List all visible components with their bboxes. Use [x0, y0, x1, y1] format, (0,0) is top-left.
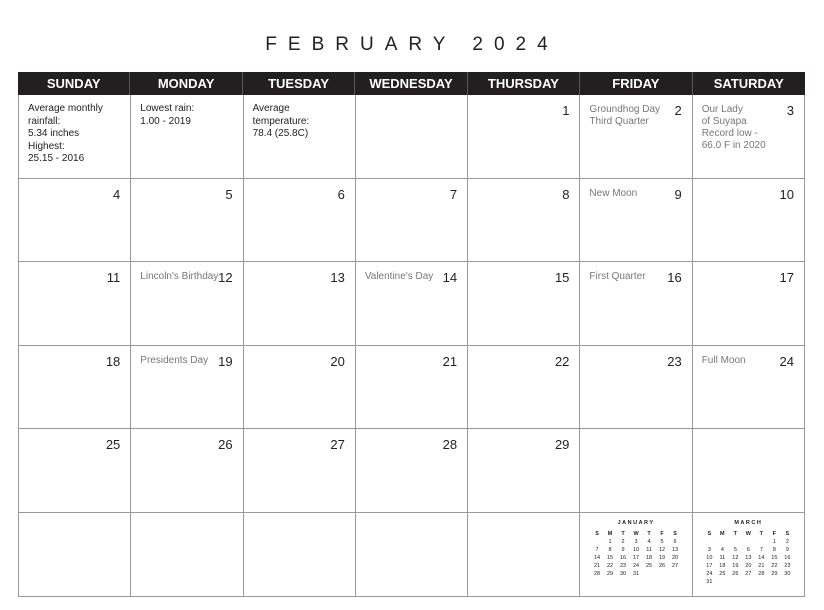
- day-cell-24: [693, 346, 805, 430]
- day-cell-29: [468, 429, 580, 513]
- info-line: 5.34 inches: [28, 128, 80, 139]
- day-event: [140, 271, 218, 283]
- day-cell-14: [356, 262, 468, 346]
- calendar-grid: [18, 95, 805, 597]
- mini-day: [716, 578, 729, 586]
- info-line: Average: [252, 103, 290, 114]
- day-number: 6: [337, 186, 345, 202]
- mini-day: 28: [758, 570, 765, 577]
- day-cell-26: [131, 429, 243, 513]
- event-line: Our Lady: [701, 104, 743, 115]
- day-cell-1: [468, 95, 580, 179]
- day-number: 29: [554, 437, 570, 452]
- mini-day: 8: [608, 546, 612, 553]
- day-number: 18: [105, 353, 121, 369]
- mini-day: 16: [620, 554, 627, 561]
- info-cell: [131, 95, 243, 179]
- info-line: rainfall:: [28, 115, 61, 127]
- mini-calendar-table: [703, 530, 794, 586]
- day-number: 27: [330, 437, 345, 452]
- event-line: Valentine's Day: [364, 271, 434, 282]
- mini-day: 19: [659, 554, 666, 561]
- day-cell-7: [356, 179, 468, 263]
- mini-day: 26: [659, 562, 666, 569]
- empty-cell: [244, 513, 356, 597]
- day-cell-12: [131, 262, 243, 346]
- info-line: Highest:: [28, 140, 65, 152]
- mini-day: 22: [771, 562, 778, 569]
- mini-day: 19: [732, 562, 739, 569]
- mini-day: 30: [784, 570, 791, 577]
- mini-day: 4: [647, 538, 651, 545]
- day-event: [365, 271, 433, 283]
- day-number: 10: [779, 186, 794, 202]
- mini-calendar-january: [580, 520, 691, 578]
- day-cell-22: [468, 346, 580, 430]
- mini-day: 2: [621, 538, 625, 545]
- day-number: 1: [562, 103, 570, 118]
- mini-day: 4: [720, 546, 724, 553]
- mini-calendar-title: MARCH: [734, 519, 763, 526]
- mini-weekday: T: [621, 530, 625, 537]
- day-number: 15: [554, 270, 570, 285]
- mini-day: 16: [784, 554, 791, 561]
- info-line: 1.00 - 2019: [140, 115, 191, 127]
- mini-day: [742, 538, 755, 546]
- day-number: 3: [786, 103, 794, 118]
- day-cell-8: [468, 179, 580, 263]
- mini-day: 17: [633, 554, 640, 561]
- info-line: 25.15 - 2016: [28, 153, 85, 164]
- mini-day: 29: [607, 570, 614, 577]
- mini-day: 10: [706, 554, 713, 561]
- mini-day: 23: [620, 562, 627, 569]
- day-number: 21: [442, 353, 458, 369]
- mini-weekday: S: [595, 530, 599, 537]
- day-event: [702, 355, 746, 367]
- mini-weekday: F: [660, 530, 664, 537]
- info-cell: [19, 95, 131, 179]
- mini-day: 25: [719, 570, 726, 577]
- mini-day: 30: [620, 570, 627, 577]
- mini-weekday: T: [759, 530, 764, 537]
- mini-day: 14: [758, 554, 765, 561]
- day-number: 8: [562, 186, 570, 202]
- mini-weekday: M: [607, 530, 613, 537]
- mini-day: 1: [608, 538, 612, 545]
- day-number: 20: [330, 353, 345, 369]
- mini-day: 18: [646, 554, 653, 561]
- day-number: 22: [554, 353, 570, 369]
- mini-day: [729, 538, 742, 546]
- info-line: 78.4 (25.8C): [252, 128, 309, 139]
- mini-day: 31: [633, 570, 640, 577]
- mini-weekday: W: [745, 530, 751, 537]
- mini-calendar-cell: [580, 513, 692, 597]
- weekday-monday: MONDAY: [130, 72, 242, 95]
- mini-day: 29: [771, 570, 778, 577]
- mini-day: 20: [672, 554, 679, 561]
- mini-weekday: S: [707, 530, 712, 537]
- day-number: 17: [779, 270, 794, 285]
- mini-day: 27: [672, 562, 679, 569]
- day-event: [589, 271, 645, 283]
- month-name: FEBRUARY: [265, 34, 457, 55]
- day-number: 12: [218, 270, 233, 285]
- event-line: Third Quarter: [589, 116, 649, 127]
- empty-cell: [468, 513, 580, 597]
- mini-day: [669, 570, 682, 578]
- day-number: 7: [449, 186, 458, 202]
- event-line: Presidents Day: [140, 354, 209, 366]
- day-cell-13: [244, 262, 356, 346]
- year: 2024: [472, 34, 559, 55]
- day-number: 11: [106, 270, 121, 285]
- mini-weekday: S: [785, 530, 790, 537]
- day-number: 4: [113, 186, 121, 202]
- mini-day: [755, 538, 768, 546]
- mini-day: [703, 538, 716, 546]
- day-cell-25: [19, 429, 131, 513]
- mini-day: 12: [659, 546, 666, 553]
- mini-day: 10: [633, 546, 640, 553]
- mini-day: 6: [746, 546, 750, 553]
- mini-day: 9: [621, 546, 625, 553]
- event-line: First Quarter: [589, 271, 646, 282]
- event-line: 66.0 F in 2020: [701, 140, 766, 151]
- mini-calendar-table: [591, 530, 682, 578]
- info-line: Lowest rain:: [140, 103, 195, 114]
- mini-day: 15: [771, 554, 778, 561]
- day-cell-11: [19, 262, 131, 346]
- day-number: 13: [330, 270, 345, 285]
- day-cell-19: [131, 346, 243, 430]
- empty-cell: [131, 513, 243, 597]
- day-number: 14: [442, 270, 458, 285]
- mini-day: 12: [732, 554, 739, 561]
- day-cell-6: [244, 179, 356, 263]
- mini-weekday: W: [633, 530, 639, 537]
- mini-day: 26: [732, 570, 739, 577]
- mini-day: [781, 578, 794, 586]
- mini-day: 13: [672, 546, 679, 553]
- mini-day: [768, 578, 781, 586]
- day-number: 25: [105, 437, 121, 452]
- mini-day: [656, 570, 669, 578]
- mini-weekday: M: [720, 530, 725, 537]
- mini-day: 7: [759, 546, 763, 553]
- mini-calendar-title: JANUARY: [617, 519, 655, 526]
- mini-day: 15: [607, 554, 614, 561]
- mini-day: 24: [706, 570, 713, 577]
- day-cell-23: [580, 346, 692, 430]
- mini-day: 28: [594, 570, 601, 577]
- mini-day: 27: [745, 570, 752, 577]
- mini-day: 13: [745, 554, 752, 561]
- mini-calendar-cell: [693, 513, 805, 597]
- mini-day: 5: [733, 546, 737, 553]
- weekday-friday: FRIDAY: [580, 72, 692, 95]
- day-cell-27: [244, 429, 356, 513]
- mini-weekday: T: [733, 530, 738, 537]
- mini-day: 6: [673, 538, 677, 545]
- mini-day: [755, 578, 768, 586]
- weekday-thursday: THURSDAY: [468, 72, 580, 95]
- mini-day: 3: [707, 546, 711, 553]
- event-line: Groundhog Day: [589, 104, 661, 115]
- empty-cell: [580, 429, 692, 513]
- day-cell-28: [356, 429, 468, 513]
- mini-day: 17: [706, 562, 713, 569]
- empty-cell: [356, 95, 468, 179]
- mini-weekday: T: [647, 530, 651, 537]
- day-event: [589, 104, 660, 128]
- day-cell-15: [468, 262, 580, 346]
- mini-weekday: S: [673, 530, 677, 537]
- mini-day: [591, 538, 604, 546]
- info-text: [253, 103, 310, 141]
- info-line: Average monthly: [28, 103, 103, 114]
- mini-day: 9: [785, 546, 789, 553]
- day-number: 28: [442, 437, 458, 452]
- empty-cell: [693, 429, 805, 513]
- mini-calendar-march: [693, 520, 804, 586]
- day-event: [140, 355, 208, 367]
- mini-day: 25: [646, 562, 653, 569]
- mini-day: 20: [745, 562, 752, 569]
- day-cell-20: [244, 346, 356, 430]
- mini-day: 24: [633, 562, 640, 569]
- weekday-wednesday: WEDNESDAY: [355, 72, 467, 95]
- day-cell-5: [131, 179, 243, 263]
- mini-day: 3: [634, 538, 638, 545]
- event-line: New Moon: [589, 187, 638, 199]
- day-cell-4: [19, 179, 131, 263]
- day-cell-10: [693, 179, 805, 263]
- day-number: 24: [779, 353, 794, 369]
- info-text: [28, 103, 103, 166]
- day-cell-18: [19, 346, 131, 430]
- day-number: 19: [218, 353, 233, 369]
- event-line: Record low -: [701, 128, 758, 139]
- mini-day: 5: [660, 538, 664, 545]
- empty-cell: [19, 513, 131, 597]
- mini-day: [643, 570, 656, 578]
- day-event: [702, 104, 766, 152]
- info-text: [140, 103, 194, 128]
- weekday-header: [18, 72, 805, 95]
- day-cell-21: [356, 346, 468, 430]
- empty-cell: [356, 513, 468, 597]
- event-line: of Suyapa: [701, 116, 747, 127]
- day-cell-16: [580, 262, 692, 346]
- mini-day: [716, 538, 729, 546]
- day-number: 23: [667, 353, 682, 369]
- day-cell-2: [580, 95, 692, 179]
- mini-day: 2: [785, 538, 789, 545]
- mini-day: 23: [784, 562, 791, 569]
- day-number: 16: [667, 270, 682, 285]
- mini-day: [742, 578, 755, 586]
- day-number: 9: [674, 186, 682, 202]
- mini-day: 11: [646, 546, 652, 553]
- day-cell-17: [693, 262, 805, 346]
- mini-day: 22: [607, 562, 614, 569]
- day-number: 26: [218, 437, 233, 452]
- event-line: Full Moon: [701, 354, 746, 366]
- day-cell-9: [580, 179, 692, 263]
- info-cell: [244, 95, 356, 179]
- weekday-tuesday: TUESDAY: [243, 72, 355, 95]
- weekday-sunday: SUNDAY: [18, 72, 130, 95]
- day-event: [589, 188, 637, 200]
- mini-day: 14: [594, 554, 601, 561]
- mini-day: 31: [706, 578, 713, 585]
- mini-day: 21: [594, 562, 601, 569]
- mini-day: 1: [772, 538, 776, 545]
- mini-day: 8: [772, 546, 776, 553]
- weekday-saturday: SATURDAY: [713, 76, 784, 91]
- mini-day: 11: [719, 554, 726, 561]
- day-number: 5: [225, 186, 233, 202]
- mini-day: [729, 578, 742, 586]
- event-line: Lincoln's Birthday: [140, 271, 219, 282]
- mini-day: 7: [595, 546, 599, 553]
- calendar-title: [0, 34, 824, 56]
- info-line: temperature:: [252, 115, 310, 127]
- mini-day: 18: [719, 562, 726, 569]
- mini-day: 21: [758, 562, 765, 569]
- day-number: 2: [674, 103, 682, 118]
- day-cell-3: [693, 95, 805, 179]
- mini-weekday: F: [772, 530, 777, 537]
